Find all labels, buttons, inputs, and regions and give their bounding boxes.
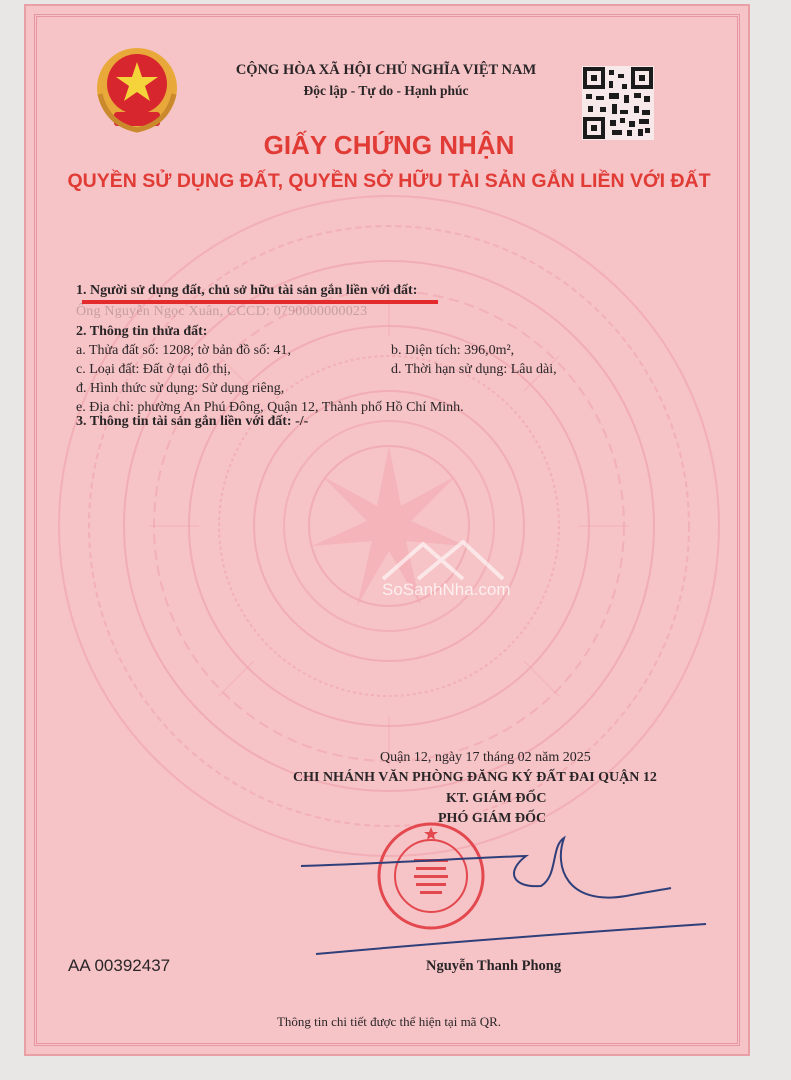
footer-note: Thông tin chi tiết được thể hiện tại mã QR.: [276, 1014, 502, 1029]
section-3-heading: 3. Thông tin tài sản gắn liền với đất: -/-: [76, 414, 309, 429]
house-watermark-icon: [378, 534, 508, 584]
signature-icon: [296, 826, 716, 961]
section-1-heading: 1. Người sử dụng đất, chủ sở hữu tài sản gắn liền với đất:: [76, 283, 418, 298]
signer-position: PHÓ GIÁM ĐỐC: [438, 811, 547, 826]
serial-number: AA 00392437: [68, 956, 171, 975]
national-motto: Độc lập - Tự do - Hạnh phúc: [303, 83, 469, 98]
issuing-office: CHI NHÁNH VĂN PHÒNG ĐĂNG KÝ ĐẤT ĐAI QUẬN 12: [293, 770, 657, 785]
land-parcel-number: a. Thửa đất số: 1208; tờ bản đồ số: 41,: [76, 343, 291, 358]
section-2-heading: 2. Thông tin thửa đất:: [76, 324, 208, 339]
qr-code-icon: [582, 66, 654, 140]
watermark-brand: SoSanhNha.com: [382, 580, 511, 599]
holder-info: Ông Nguyễn Ngọc Xuân, CCCD: 0790000000023: [76, 304, 368, 319]
land-type: c. Loại đất: Đất ở tại đô thị,: [76, 362, 231, 377]
country-name: CỘNG HÒA XÃ HỘI CHỦ NGHĨA VIỆT NAM: [235, 62, 537, 78]
signer-name: Nguyễn Thanh Phong: [426, 958, 562, 974]
usage-term: d. Thời hạn sử dụng: Lâu dài,: [391, 362, 557, 377]
signing-date: Quận 12, ngày 17 tháng 02 năm 2025: [380, 750, 591, 765]
certificate: [24, 4, 750, 1056]
usage-form: đ. Hình thức sử dụng: Sử dụng riêng,: [76, 381, 285, 396]
document-title: GIẤY CHỨNG NHẬN: [263, 130, 515, 160]
land-area: b. Diện tích: 396,0m²,: [391, 343, 515, 358]
signer-title: KT. GIÁM ĐỐC: [446, 791, 547, 806]
document-subtitle: QUYỀN SỬ DỤNG ĐẤT, QUYỀN SỞ HỮU TÀI SẢN GẮN LIỀN VỚI ĐẤT: [67, 170, 711, 192]
national-emblem-icon: [92, 44, 182, 136]
land-address: e. Địa chỉ: phường An Phú Đông, Quận 12, Thành phố Hồ Chí Minh.: [76, 400, 464, 415]
